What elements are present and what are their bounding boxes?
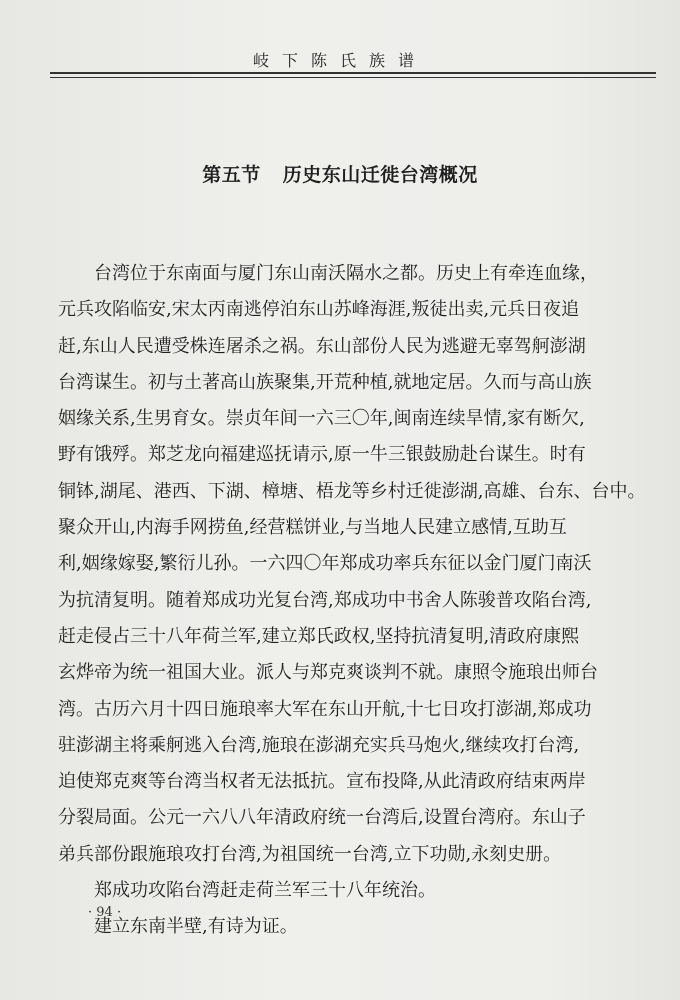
body-line: 分裂局面。公元一六八八年清政府统一台湾后,设置台湾府。东山子 [58,807,586,829]
body-line: 弟兵部份跟施琅攻打台湾,为祖国统一台湾,立下功勋,永刻史册。 [58,843,562,865]
body-line: 郑成功攻陷台湾赶走荷兰军三十八年统治。 [94,880,436,902]
page-number: · 94 · [88,905,122,920]
body-line: 赶走侵占三十八年荷兰军,建立郑氏政权,坚持抗清复明,清政府康熙 [58,625,580,647]
body-line: 利,姻缘嫁娶,繁衍儿孙。一六四〇年郑成功率兵东征以金门厦门南沃 [58,553,592,575]
body-line: 驻澎湖主将乘舸逃入台湾,施琅在澎湖充实兵马炮火,继续攻打台湾, [58,734,580,756]
body-line: 为抗清复明。随着郑成功光复台湾,郑成功中书舍人陈骏普攻陷台湾, [58,589,592,611]
section-number: 第五节 [202,164,261,186]
running-header-title: 岐下陈氏族谱 [252,51,427,70]
body-line: 聚众开山,内海手网捞鱼,经营糕饼业,与当地人民建立感情,互助互 [58,517,567,539]
body-line: 建立东南半壁,有诗为证。 [94,916,298,938]
body-line: 元兵攻陷临安,宋太丙南逃停泊东山苏峰海涯,叛徒出卖,元兵日夜追 [58,299,580,321]
header-rule-thick [50,72,656,74]
body-text [58,256,654,946]
body-line: 玄烨帝为统一祖国大业。派人与郑克爽谈判不就。康照令施琅出师台 [58,662,598,684]
body-line: 赶,东山人民遭受株连屠杀之祸。东山部份人民为逃避无辜驾舸澎湖 [58,335,586,357]
section-title: 历史东山迁徙台湾概况 [282,164,478,186]
body-line: 台湾位于东南面与厦门东山南沃隔水之都。历史上有牵连血缘， [94,263,598,284]
header-rule-thin [50,77,656,78]
body-line: 铜钵,湖尾、港西、下湖、樟塘、梧龙等乡村迁徙澎湖,高雄、台东、台中。 [58,480,646,502]
body-line: 湾。古历六月十四日施琅率大军在东山开航,十七日攻打澎湖,郑成功 [58,698,592,720]
body-line: 姻缘关系,生男育女。崇贞年间一六三〇年,闽南连续旱情,家有断欠, [58,408,585,430]
section-heading [0,160,680,187]
body-line: 台湾谋生。初与土著高山族聚集,开荒种植,就地定居。久而与高山族 [58,371,592,393]
body-line: 迫使郑克爽等台湾当权者无法抵抗。宣布投降,从此清政府结束两岸 [58,771,586,793]
body-line: 野有饿殍。郑芝龙向福建巡抚请示,原一牛三银鼓励赴台谋生。时有 [58,444,586,466]
